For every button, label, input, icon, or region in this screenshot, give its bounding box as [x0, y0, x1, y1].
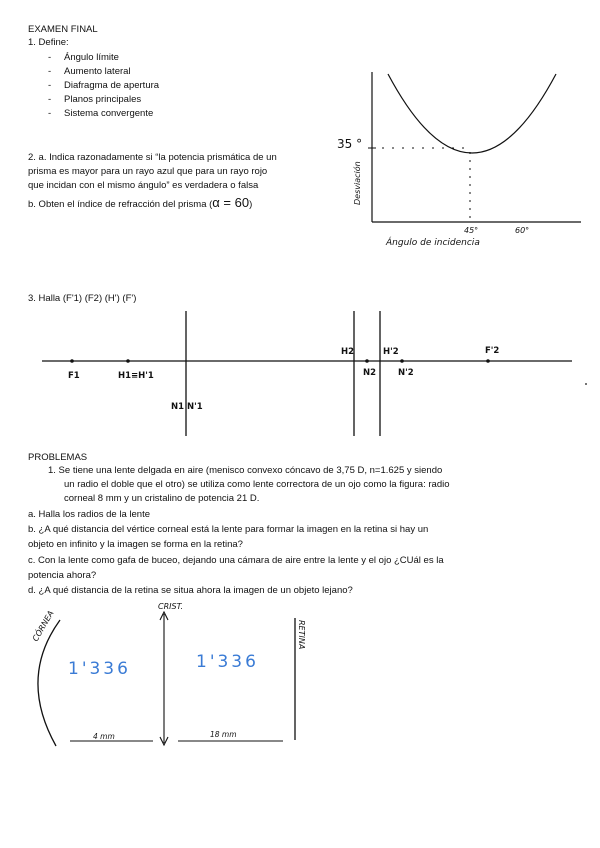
label-retina: RETINA	[297, 620, 306, 650]
q1-item: Sistema convergente	[64, 108, 154, 119]
q2-line: que incidan con el mismo ángulo” es verdadera o falsa	[28, 180, 259, 191]
problem-d: d. ¿A qué distancia de la retina se situa ahora la imagen de un objeto lejano?	[28, 585, 353, 596]
q1-item: Diafragma de apertura	[64, 80, 160, 91]
graph-x-axis-label: Ángulo de incidencia	[386, 238, 480, 248]
problem-b: b. ¿A qué distancia del vértice corneal está la lente para formar la imagen en la retina si hay un	[28, 524, 429, 535]
q2-b-suffix: )	[249, 199, 253, 210]
problem-1-line: 1. Se tiene una lente delgada en aire (menisco convexo cóncavo de 3,75 D, n=1.625 y siendo	[48, 465, 443, 476]
graph-y-axis-label: Desviación	[353, 161, 362, 205]
problem-c: c. Con la lente como gafa de buceo, dejando una cámara de aire entre la lente y el ojo ¿CUál es la	[28, 555, 444, 566]
q1-item: Aumento lateral	[64, 66, 131, 77]
graph-x-tick: 45°	[464, 226, 479, 235]
label-cristalino: CRIST.	[158, 602, 184, 611]
q2-b-prefix: b. Obten el índice de refracción del prisma (	[28, 199, 213, 210]
q1-item-dash: -	[48, 52, 52, 63]
graph-y-value: 35 °	[337, 137, 363, 151]
label-h2: H2	[341, 347, 355, 357]
problem-b: objeto en infinito y la imagen se forma en la retina?	[28, 539, 243, 550]
label-f2prime: F'2	[485, 346, 500, 356]
q1-item: Planos principales	[64, 94, 142, 105]
q1-item-dash: -	[48, 66, 52, 77]
distance-label-2: 18 mm	[210, 730, 237, 739]
q3-prompt: 3. Halla (F'1) (F2) (H') (F')	[28, 293, 137, 304]
label-h1-h1prime: H1≡H'1	[118, 371, 154, 381]
problem-1-line: un radio el doble que el otro) se utiliza como lente correctora de un ojo como la figura: radio	[64, 479, 450, 490]
graph-x-tick: 60°	[515, 226, 530, 235]
q2-line: 2. a. Indica razonadamente si “la potencia prismática de un	[28, 152, 277, 163]
label-f1: F1	[68, 371, 80, 381]
q1-item: Ángulo límite	[64, 52, 119, 63]
q1-prompt: 1. Define:	[28, 37, 69, 48]
problem-c: potencia ahora?	[28, 570, 97, 581]
label-h2prime: H'2	[383, 347, 399, 357]
problem-a: a. Halla los radios de la lente	[28, 509, 150, 520]
label-n2prime: N'2	[398, 368, 414, 378]
label-cornea: CÓRNEA	[30, 609, 56, 643]
q1-item-dash: -	[48, 94, 52, 105]
q1-item-dash: -	[48, 108, 52, 119]
q2-line: prisma es mayor para un rayo azul que para un rayo rojo	[28, 166, 268, 177]
alpha-value: α = 60	[212, 195, 250, 210]
refractive-index-2: 1'336	[196, 652, 259, 672]
label-n1-n1prime: N1 N'1	[171, 402, 203, 412]
refractive-index-1: 1'336	[68, 659, 131, 679]
problem-1-line: corneal 8 mm y un cristalino de potencia 21 D.	[64, 493, 260, 504]
problems-heading: PROBLEMAS	[28, 452, 88, 463]
distance-label-1: 4 mm	[93, 732, 115, 741]
label-n2: N2	[363, 368, 377, 378]
exam-title: EXAMEN FINAL	[28, 24, 98, 35]
q1-item-dash: -	[48, 80, 52, 91]
